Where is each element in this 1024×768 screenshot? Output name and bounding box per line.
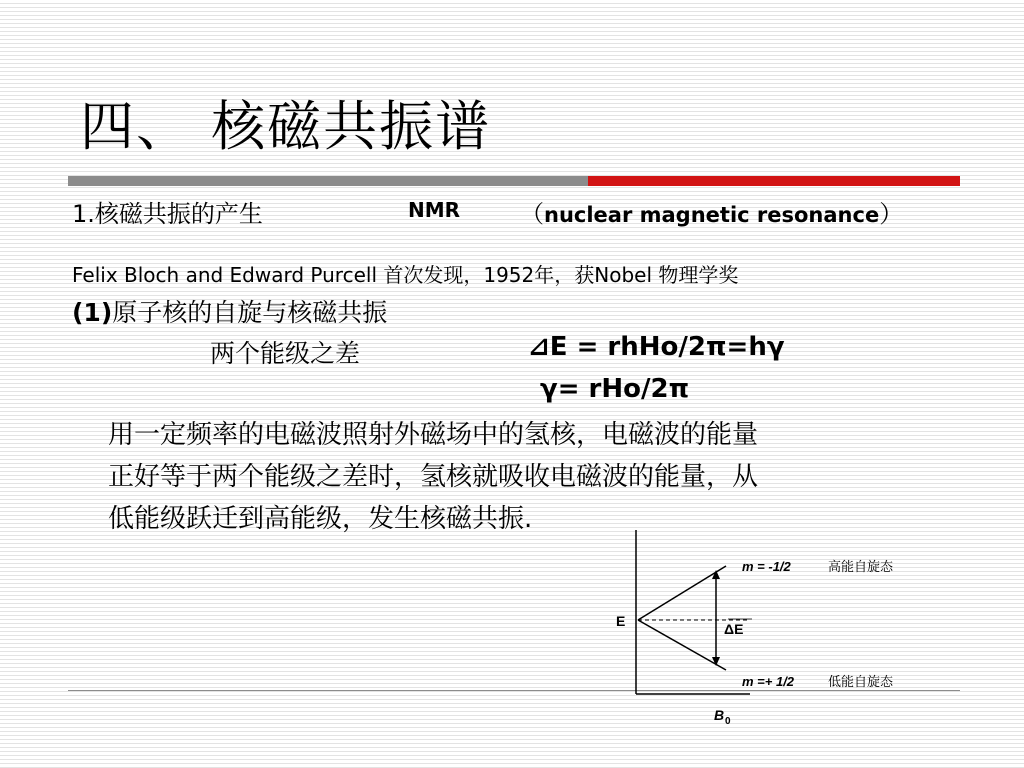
- lower-level-m: m =+ 1/2: [742, 674, 795, 689]
- nmr-full-name: [520, 194, 903, 229]
- lower-level-text: 低能自旋态: [828, 675, 894, 690]
- paragraph-line: 用一定频率的电磁波照射外磁场中的氢核，电磁波的能量: [108, 420, 759, 450]
- b-axis-subscript: 0: [725, 716, 731, 727]
- upper-level-m: m = -1/2: [742, 559, 791, 574]
- nmr-label: NMR: [408, 198, 461, 222]
- b-axis-label: B: [714, 707, 725, 723]
- delta-e-label: ΔE: [724, 621, 744, 637]
- equation-delta-e-text: ⊿E = rhHo/2π=hγ: [528, 332, 785, 362]
- section-heading-row: [72, 194, 904, 229]
- equation-gamma: [540, 374, 689, 404]
- title-divider-red: [588, 176, 960, 186]
- subheading: [72, 293, 387, 329]
- energy-splitting-diagram: [600, 520, 940, 730]
- nmr-full-text: nuclear magnetic resonance: [544, 203, 880, 227]
- upper-level-line: [638, 566, 726, 620]
- equation-delta-e: [528, 332, 785, 362]
- section-heading: 1.核磁共振的产生: [72, 200, 263, 228]
- energy-levels-label: 两个能级之差: [210, 339, 361, 368]
- paragraph-line: 低能级跃迁到高能级，发生核磁共振.: [108, 504, 533, 534]
- paren-close: ）: [879, 200, 904, 228]
- paragraph-line: 正好等于两个能级之差时，氢核就吸收电磁波的能量，从: [108, 462, 759, 492]
- discovery-line: Felix Bloch and Edward Purcell 首次发现，1952年，获Nobel 物理学奖: [72, 263, 739, 287]
- title-divider-gray: [68, 176, 588, 186]
- slide-title: 四、 核磁共振谱: [80, 95, 492, 158]
- equation-gamma-text: γ= rHo/2π: [540, 374, 690, 404]
- subheading-number: (1): [72, 298, 113, 327]
- e-axis-label: E: [616, 613, 626, 629]
- paren-open: （: [520, 200, 544, 228]
- subheading-text: 原子核的自旋与核磁共振: [112, 298, 388, 327]
- arrow-head-down-icon: [712, 657, 720, 666]
- upper-level-text: 高能自旋态: [828, 560, 894, 575]
- lower-level-line: [638, 620, 726, 670]
